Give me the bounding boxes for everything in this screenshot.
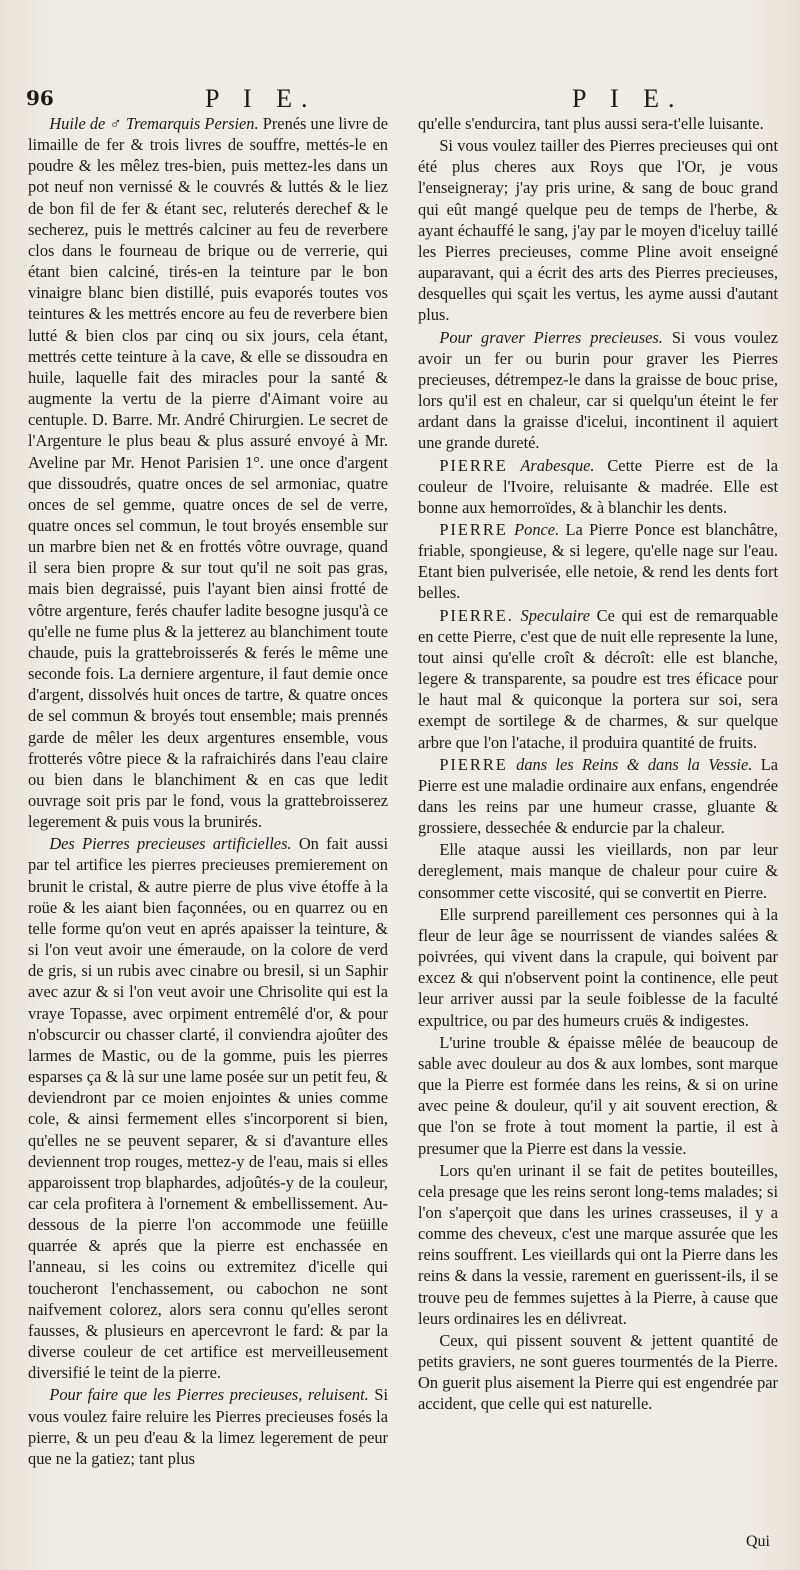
paragraph-rubric: Ponce. <box>507 519 560 539</box>
left-column <box>28 113 388 1533</box>
paragraph <box>418 904 778 1031</box>
paragraph <box>418 1160 778 1329</box>
paragraph <box>28 833 388 1383</box>
entry-headword: PIERRE <box>439 519 508 539</box>
paragraph-rubric: dans les Reins & dans la Vessie. <box>507 754 753 774</box>
running-head-right: P I E. <box>572 84 684 113</box>
paragraph-text: Lors qu'en urinant il se fait de petites bouteilles, cela presage que les reins seront long-tems malades; si l'on s'aperçoit que dans les urines crasseuses, il y a comme des cheveux, c'est une marque assurée que les reins souffrent. Les vieillards qui ont la Pierre dans les reins & dans la vessie, rarement en guerissent-ils, il se trouve peu de femmes sujettes à la Pierre, à cause que leurs ordinaires les en délivreat. <box>418 1160 778 1328</box>
paragraph <box>418 839 778 902</box>
running-head-left: P I E. <box>205 84 317 113</box>
paragraph <box>418 1032 778 1159</box>
paragraph-text: L'urine trouble & épaisse mêlée de beaucoup de sable avec douleur au dos & aux lombes, sont marque que la Pierre est formée dans les reins, & si on urine avec peine & douleur, qu'il y ait souvent erection, & que l'on se frote à tout moment la partie, il est à presumer que la Pierre est dans la vessie. <box>418 1032 778 1158</box>
paragraph-text: La Pierre est une maladie ordinaire aux enfans, engendrée dans les reins par une humeur crasse, gluante & grossiere, dessechée & endurcie par la chaleur. <box>418 754 778 838</box>
paragraph-text: Cette Pierre est de la couleur de l'Ivoire, reluisante & madrée. Elle est bonne aux hemorroïdes, & à blanchir les dents. <box>418 455 778 517</box>
paragraph-rubric: Speculaire <box>513 605 591 625</box>
paragraph <box>418 327 778 454</box>
paragraph-text: Si vous voulez faire reluire les Pierres precieuses fosés la pierre, & un peu d'eau & la limez legerement de peur que ne la gatiez; tant plus <box>28 1385 388 1468</box>
entry-paragraph <box>418 519 778 604</box>
right-column <box>418 113 778 1533</box>
paragraph-text: La Pierre Ponce est blanchâtre, friable, spongieuse, & si legere, qu'elle nage sur l'eau. Etant bien pulverisée, elle netoie, & rend les dents fort belles. <box>418 519 778 603</box>
entry-paragraph <box>418 455 778 518</box>
paragraph <box>28 1384 388 1469</box>
paragraph-rubric: Pour faire que les Pierres precieuses, reluisent. <box>49 1385 369 1405</box>
paragraph-text: Elle surprend pareillement ces personnes qui à la fleur de leur âge se nourrissent de viandes salées & poivrées, qui vivent dans la crapule, qui boivent par excez & qui n'observent point la continence, elle peut leur arriver aussi par la seule foiblesse de la faculté expultrice, ou par des humeurs cruës & indigestes. <box>418 904 778 1030</box>
paragraph <box>28 113 388 832</box>
page-number: 96 <box>26 86 54 110</box>
paragraph-text: Si vous voulez avoir un fer ou burin pour graver les Pierres precieuses, détrempez-le dans la graisse de bouc prise, lors qu'il est en chaleur, car si quelqu'un éteint le fer ardant dans la graisse d'icelui, incontinent il aquiert une grande dureté. <box>418 327 778 453</box>
paragraph-text: Ce qui est de remarquable en cette Pierre, c'est que de nuit elle represente la lune, tout ainsi qu'elle croît & décroît: elle est blanche, legere & transparente, sa poudre est tres éficace pour le haut mal & quiconque la portera sur soi, sera exempt de sortilege & de charmes, & sur quelque arbre que l'on l'atache, il produira quantité de fruits. <box>418 605 778 752</box>
entry-headword: PIERRE <box>439 754 508 774</box>
paragraph-text: Si vous voulez tailler des Pierres precieuses qui ont été plus cheres aux Roys que l'Or, je vous l'enseigneray; j'ay pris urine, & sang de bouc grand qui eût mangé quelque peu de temps de l'herbe, & ayant échauffé le sang, j'ay par le moyen d'iceluy taillé les Pierres precieuses, comme Pline avoit enseigné auparavant, qui a écrit des arts des Pierres precieuses, desquelles qui sçait les vertus, les ayme aussi d'autant plus. <box>418 136 778 325</box>
paragraph <box>418 1330 778 1415</box>
paragraph-text: On fait aussi par tel artifice les pierres precieuses premierement on brunit le cristal, & autre pierre de plus vive étoffe à la roüe & les aiant bien façonnées, ou en quarrez ou en telle forme qu'on veut en aprés apaisser la teinture, & si l'on veut avoir une émeraude, on la colore de verd de gris, si un rubis avec cinabre ou bresil, si un Saphir avec azur & si l'on veut avoir une Chrisolite qui est la vraye Topasse, avec orpiment entremêlé d'or, & pour n'obscurcir ou chasser clarté, il conviendra ajoûter des larmes de Mastic, ou de la gomme, puis les pierres esparses ça & là sur une lame posée sur un petit feu, & deviendront par ce moien enjointes & unies comme cole, & ainsi fermement elles s'incorporent si bien, qu'elles ne se peuvent separer, & si d'avanture elles deviennent trop rouges, mettez-y de l'eau, mais si elles apparoissent trop blaphardes, adjoûtés-y de la couleur, car cela profitera à l'ornement & embellissement. Au-dessous de la pierre l'on accommode une feüille quarrée & aprés que la pierre est enchassée en l'anneau, si les coins ou extremitez d'icelle qui toucheront l'enchassement, ou cabochon ne sont naifvement colorez, alors sera connu qu'elles seront fausses, & plusieurs en apercevront le fard: & par la diverse couleur de cet artifice est merveilleusement diversifié le teint de la pierre. <box>28 834 388 1383</box>
paragraph <box>418 113 778 134</box>
paragraph-text: Elle ataque aussi les vieillards, non par leur dereglement, mais manque de chaleur pour cuire & consommer cette viscosité, qui se convertit en Pierre. <box>418 840 778 902</box>
paragraph-rubric: Pour graver Pierres precieuses. <box>439 327 663 347</box>
entry-paragraph <box>418 754 778 839</box>
paragraph-rubric: Des Pierres precieuses artificielles. <box>49 834 292 854</box>
paragraph-text: Prenés une livre de limaille de fer & trois livres de souffre, mettés-le en poudre & les mêlez tres-bien, puis mettez-les dans un pot neuf non vernissé & le couvrés & luttés & le liez de bon fil de fer & étant sec, reluterés derechef & le secherez, puis le mettrés calciner au feu de reverbere clos dans le fourneau de brique ou de verrerie, qui étant bien calciné, tirés-en la teinture par le bon vinaigre blanc bien distillé, puis evaporés toutes vos teintures & les mettrés encore au feu de reverbere bien lutté & bien clos par cinq ou six jours, cela étant, mettrés cette teinture à la cave, & elle se dissoudra en huile, laquelle fait des miracles pour la santé & augmente la vertu de la pierre d'Aimant voire au centuple. D. Barre. Mr. André Chirurgien. Le secret de l'Argenture le plus beau & plus assuré envoyé à Mr. Aveline par Mr. Henot Parisien 1°. une once d'argent que dissoudrés, quatre onces de sel armoniac, quatre onces de sel gemme, quatre onces de sel de verre, quatre onces sel commun, le tout broyés ensemble sur un marbre bien net & en frottés vôtre ouvrage, quand il sera bien propre & sur tout qu'il ne soit pas gras, mais bien degraissé, puis l'ayant bien ainsi frotté de vôtre argenture, ferés chaufer ladite besogne jusqu'à ce qu'elle ne fume plus & la jetterez au blanchiment toute chaude, puis la grattebroisserés & ferés le même une seconde fois. La derniere argenture, il faut demie once d'argent, dissolvés huit onces de tartre, & quatre onces de sel commun & broyés tout ensemble; mais prennés garde de mêler les deux argentures ensemble, vous frotterés vôtre piece & la rafraichirés dans l'eau claire ou bien dans le blanchiment & en cas que ledit ouvrage soit pris par le fond, vous la grattebroisserez legerement & puis vous la brunirés. <box>28 114 388 832</box>
paragraph-rubric: Huile de ♂ Tremarquis Persien. <box>49 114 259 133</box>
entry-headword: PIERRE. <box>439 605 514 625</box>
entry-headword: PIERRE <box>439 455 508 475</box>
paragraph <box>418 135 778 325</box>
catchword: Qui <box>746 1533 770 1550</box>
page-header <box>20 84 780 114</box>
paragraph-rubric: Arabesque. <box>507 455 595 475</box>
paragraph-text: qu'elle s'endurcira, tant plus aussi sera-t'elle luisante. <box>418 114 764 133</box>
entry-paragraph <box>418 605 778 753</box>
paragraph-text: Ceux, qui pissent souvent & jettent quantité de petits graviers, ne sont gueres tourmentés de la Pierre. On guerit plus aisement la Pierre qui est engendrée par accident, que celle qui est naturelle. <box>418 1330 778 1414</box>
